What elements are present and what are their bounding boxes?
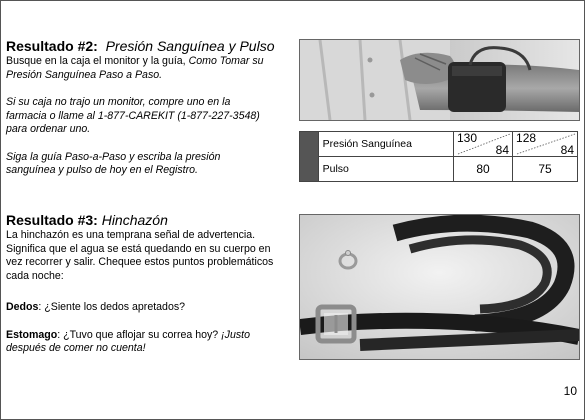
bp-diastolic-2: 84 xyxy=(560,143,574,157)
bp-cell-2 xyxy=(513,132,578,157)
table-sidebar xyxy=(300,132,319,182)
blood-pressure-row xyxy=(300,132,578,157)
blood-pressure-image xyxy=(300,40,579,120)
result2-line1: Busque en la caja el monitor y la guía, xyxy=(6,55,186,67)
estomago-label: Estomago xyxy=(6,328,58,341)
result2-section xyxy=(6,38,291,178)
bp-label: Presión Sanguínea xyxy=(322,138,412,150)
pulse-value-2: 75 xyxy=(538,162,552,176)
bp-systolic-2: 128 xyxy=(516,131,537,145)
result3-intro: La hinchazón es una temprana señal de advertencia. Significa que el agua se está quedando en su cuerpo en vez recorrer y salir. Chequee estos puntos problemáticos cada noche: xyxy=(6,229,274,282)
page-number: 10 xyxy=(563,384,577,398)
estomago-note: ¡Justo después de comer no cuenta! xyxy=(6,328,250,354)
result3-title-italic: Hinchazón xyxy=(101,212,168,228)
pulse-row xyxy=(300,157,578,182)
pulse-value-1: 80 xyxy=(476,162,490,176)
pulse-cell-1 xyxy=(453,157,512,182)
blood-pressure-photo xyxy=(299,39,580,121)
result2-record-note: Siga la guía Paso-a-Paso y escriba la presión sanguínea y pulso de hoy en el Registro. xyxy=(6,150,221,176)
bp-label-cell xyxy=(318,132,453,157)
pulse-cell-2 xyxy=(513,157,578,182)
bp-systolic-1: 130 xyxy=(456,131,477,145)
result2-instructions xyxy=(6,55,291,82)
result2-title: Resultado #2: Presión Sanguínea y Pulso xyxy=(6,38,275,54)
estomago-item xyxy=(6,329,278,356)
belt-ring-photo xyxy=(299,214,580,360)
bp-diastolic-1: 84 xyxy=(495,143,510,157)
estomago-text: : ¿Tuvo que aflojar su correa hoy? xyxy=(57,328,219,341)
dedos-label: Dedos xyxy=(6,301,39,313)
result2-guide-title: Como Tomar su Presión Sanguínea Paso a Paso. xyxy=(6,55,264,81)
dedos-item xyxy=(6,301,288,315)
pulse-label-cell xyxy=(318,157,453,182)
result3-section xyxy=(6,212,288,356)
belt-ring-image xyxy=(300,215,579,359)
pulse-label: Pulso xyxy=(322,163,349,175)
dedos-text: : ¿Siente los dedos apretados? xyxy=(38,301,186,313)
result2-title-italic: Presión Sanguínea y Pulso xyxy=(105,38,275,54)
vitals-table xyxy=(299,131,578,182)
result2-monitor-note: Si su caja no trajo un monitor, compre uno en la farmacia o llame al 1-877-CAREKIT (1-877-227-3548) para ordenar uno. xyxy=(6,96,260,135)
result3-title: Resultado #3: Hinchazón xyxy=(6,212,168,228)
bp-cell-1 xyxy=(453,132,512,157)
